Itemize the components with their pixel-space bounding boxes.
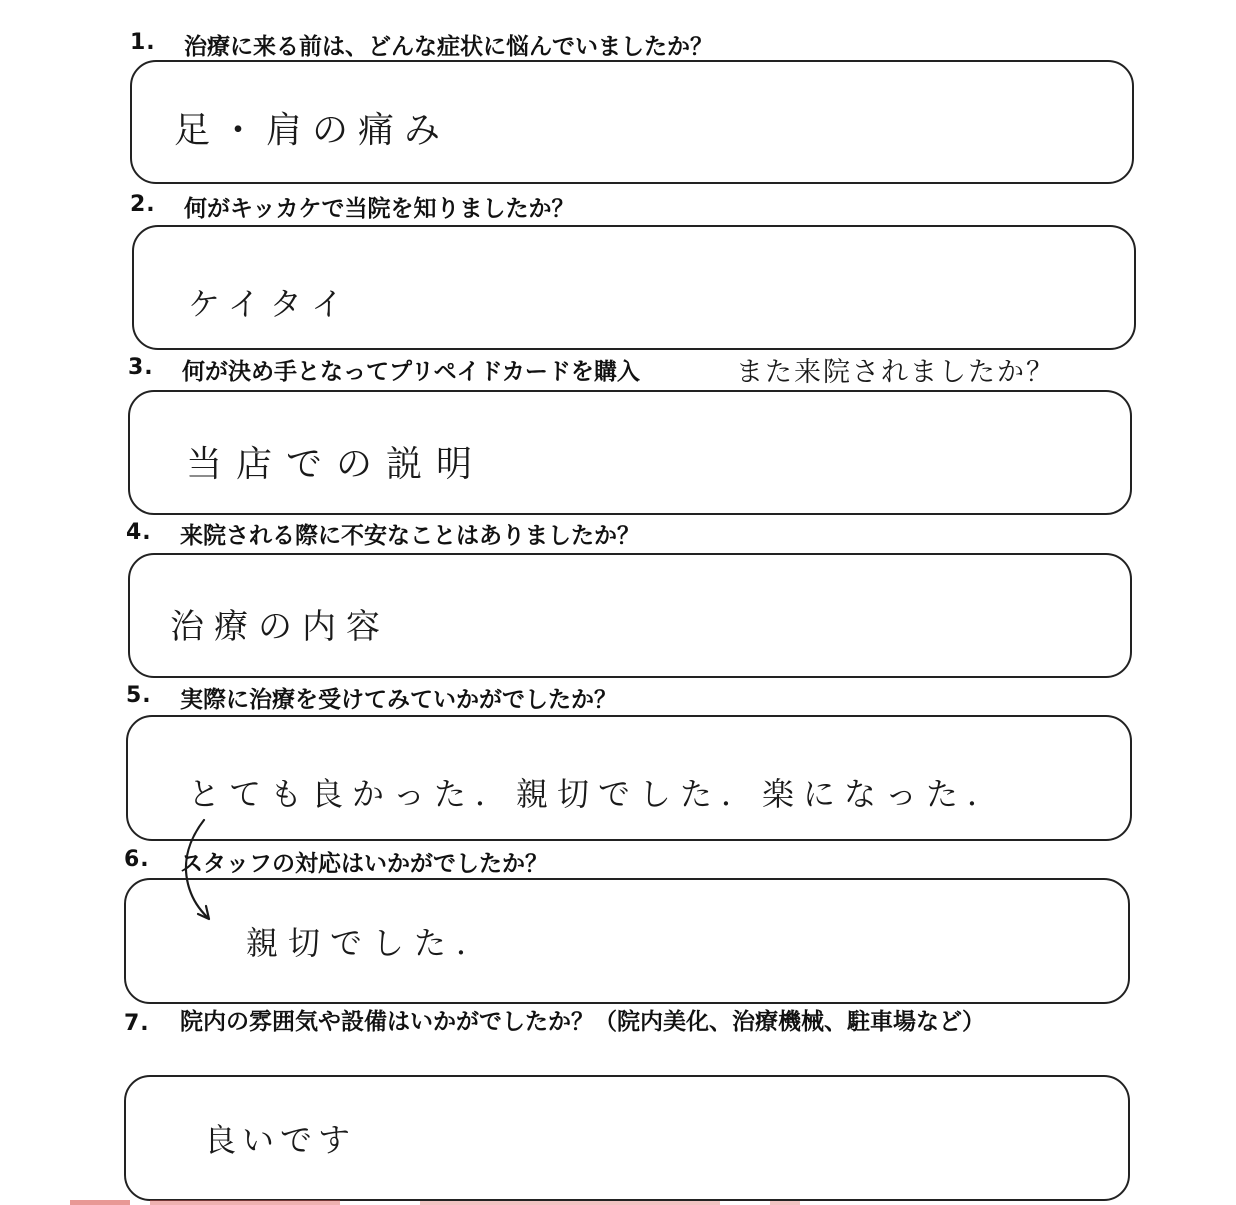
question-5-number: 5. xyxy=(126,683,152,708)
question-4-number: 4. xyxy=(126,520,152,545)
answer-3-box xyxy=(128,390,1132,515)
answer-2-handwritten: ケイタイ xyxy=(188,285,354,323)
bottom-edge-marks xyxy=(0,1198,1236,1205)
question-3-number: 3. xyxy=(128,355,154,380)
answer-4-handwritten: 治療の内容 xyxy=(170,607,390,647)
question-2-number: 2. xyxy=(130,192,156,217)
question-5-text: 実際に治療を受けてみていかがでしたか？ xyxy=(180,687,617,713)
question-6-number: 6. xyxy=(124,847,150,872)
answer-6-box xyxy=(124,878,1130,1004)
answer-1-box xyxy=(130,60,1134,184)
question-2-text: 何がキッカケで当院を知りましたか？ xyxy=(184,196,575,222)
question-3-text: 何が決め手となってプリペイドカードを購入 xyxy=(182,359,640,385)
answer-7-box xyxy=(124,1075,1130,1201)
answer-2-box xyxy=(132,225,1136,350)
answer-4-box xyxy=(128,553,1132,678)
question-3-handwritten-note: また来院されましたか？ xyxy=(736,357,1055,388)
answer-5-box xyxy=(126,715,1132,841)
question-4-text: 来院される際に不安なことはありましたか？ xyxy=(180,523,640,549)
question-6-text: スタッフの対応はいかがでしたか？ xyxy=(180,851,548,877)
answer-3-handwritten: 当店での説明 xyxy=(186,444,487,485)
answer-1-handwritten: 足・肩の痛み xyxy=(174,110,451,151)
answer-5-handwritten: とても良かった．親切でした．楽になった． xyxy=(188,775,1009,813)
question-7-text: 院内の雰囲気や設備はいかがでしたか？（院内美化、治療機械、駐車場など） xyxy=(180,1009,985,1035)
question-1-number: 1. xyxy=(130,30,156,55)
answer-6-handwritten: 親切でした． xyxy=(246,924,499,962)
question-1-text: 治療に来る前は、どんな症状に悩んでいましたか？ xyxy=(184,34,713,60)
handwritten-arrow-icon xyxy=(176,818,226,930)
answer-7-handwritten: 良いです xyxy=(204,1121,357,1159)
question-7-number: 7. xyxy=(124,1011,150,1036)
